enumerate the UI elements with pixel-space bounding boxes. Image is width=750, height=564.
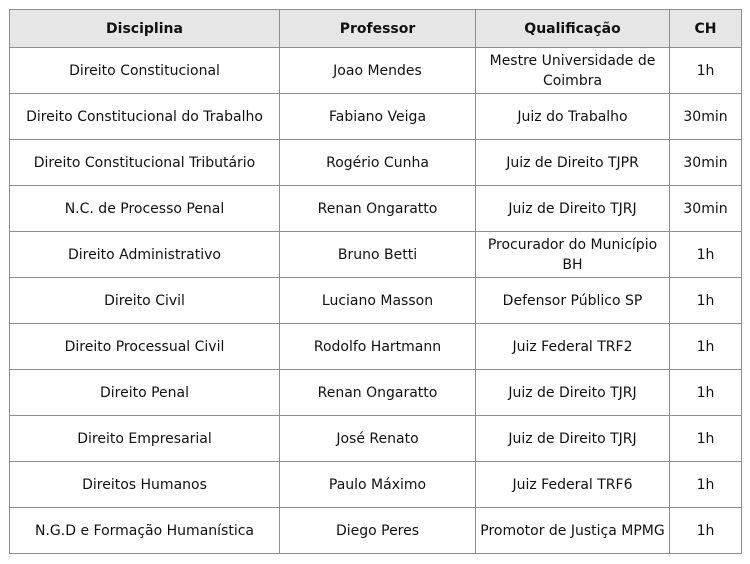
table-row bbox=[10, 232, 742, 278]
cell-professor: José Renato bbox=[280, 416, 476, 462]
cell-qualificacao: Juiz Federal TRF6 bbox=[476, 462, 670, 508]
schedule-table-container bbox=[9, 9, 742, 554]
cell-qualificacao: Defensor Público SP bbox=[476, 278, 670, 324]
cell-ch: 1h bbox=[670, 508, 742, 554]
table-row bbox=[10, 508, 742, 554]
table-row bbox=[10, 416, 742, 462]
cell-ch: 1h bbox=[670, 370, 742, 416]
cell-professor: Joao Mendes bbox=[280, 48, 476, 94]
cell-ch: 30min bbox=[670, 186, 742, 232]
table-row bbox=[10, 140, 742, 186]
cell-qualificacao: Mestre Universidade de Coimbra bbox=[476, 48, 670, 94]
cell-professor: Bruno Betti bbox=[280, 232, 476, 278]
header-professor: Professor bbox=[280, 10, 476, 48]
cell-ch: 1h bbox=[670, 416, 742, 462]
cell-disciplina: Direito Constitucional do Trabalho bbox=[10, 94, 280, 140]
header-qualificacao: Qualificação bbox=[476, 10, 670, 48]
cell-qualificacao: Promotor de Justiça MPMG bbox=[476, 508, 670, 554]
cell-qualificacao: Procurador do Município BH bbox=[476, 232, 670, 278]
cell-disciplina: Direito Administrativo bbox=[10, 232, 280, 278]
cell-ch: 30min bbox=[670, 140, 742, 186]
schedule-table bbox=[9, 9, 742, 554]
table-row bbox=[10, 94, 742, 140]
table-row bbox=[10, 48, 742, 94]
cell-qualificacao: Juiz Federal TRF2 bbox=[476, 324, 670, 370]
cell-disciplina: Direito Constitucional bbox=[10, 48, 280, 94]
cell-disciplina: Direito Processual Civil bbox=[10, 324, 280, 370]
cell-ch: 1h bbox=[670, 232, 742, 278]
cell-professor: Diego Peres bbox=[280, 508, 476, 554]
table-row bbox=[10, 324, 742, 370]
cell-professor: Renan Ongaratto bbox=[280, 370, 476, 416]
cell-qualificacao: Juiz de Direito TJRJ bbox=[476, 186, 670, 232]
cell-ch: 1h bbox=[670, 278, 742, 324]
cell-ch: 1h bbox=[670, 324, 742, 370]
cell-professor: Fabiano Veiga bbox=[280, 94, 476, 140]
cell-professor: Renan Ongaratto bbox=[280, 186, 476, 232]
header-ch: CH bbox=[670, 10, 742, 48]
cell-qualificacao: Juiz do Trabalho bbox=[476, 94, 670, 140]
cell-professor: Paulo Máximo bbox=[280, 462, 476, 508]
header-disciplina: Disciplina bbox=[10, 10, 280, 48]
cell-qualificacao: Juiz de Direito TJRJ bbox=[476, 416, 670, 462]
cell-disciplina: N.G.D e Formação Humanística bbox=[10, 508, 280, 554]
table-row bbox=[10, 462, 742, 508]
table-row bbox=[10, 186, 742, 232]
cell-ch: 1h bbox=[670, 48, 742, 94]
cell-qualificacao: Juiz de Direito TJPR bbox=[476, 140, 670, 186]
cell-disciplina: Direito Constitucional Tributário bbox=[10, 140, 280, 186]
cell-professor: Rogério Cunha bbox=[280, 140, 476, 186]
cell-disciplina: N.C. de Processo Penal bbox=[10, 186, 280, 232]
cell-ch: 30min bbox=[670, 94, 742, 140]
header-row bbox=[10, 10, 742, 48]
cell-disciplina: Direitos Humanos bbox=[10, 462, 280, 508]
cell-disciplina: Direito Civil bbox=[10, 278, 280, 324]
table-row bbox=[10, 278, 742, 324]
cell-professor: Luciano Masson bbox=[280, 278, 476, 324]
cell-ch: 1h bbox=[670, 462, 742, 508]
cell-disciplina: Direito Empresarial bbox=[10, 416, 280, 462]
cell-disciplina: Direito Penal bbox=[10, 370, 280, 416]
cell-qualificacao: Juiz de Direito TJRJ bbox=[476, 370, 670, 416]
table-row bbox=[10, 370, 742, 416]
cell-professor: Rodolfo Hartmann bbox=[280, 324, 476, 370]
